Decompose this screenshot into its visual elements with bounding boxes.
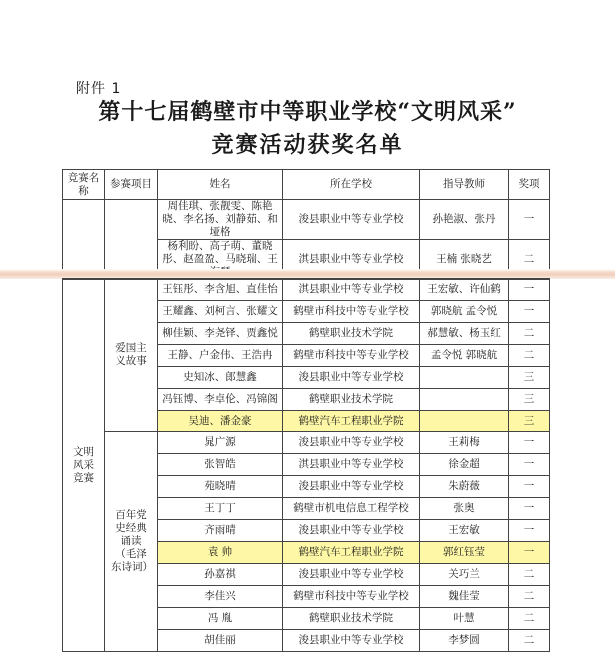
awards-table-top <box>62 169 550 280</box>
header-teacher: 指导教师 <box>420 170 509 200</box>
awards-table-main <box>62 278 550 652</box>
school-cell: 鹤壁市科技中等专业学校 <box>283 301 420 323</box>
teacher-cell: 王宏敏、许仙鹤 <box>420 279 509 301</box>
category-cell-empty <box>63 200 105 280</box>
document-title-line-1: 第十七届鹤壁市中等职业学校“文明风采” <box>98 99 517 125</box>
header-name: 姓名 <box>158 170 283 200</box>
name-cell: 王耀鑫、刘柯言、张耀文 <box>158 301 283 323</box>
header-item: 参赛项目 <box>105 170 158 200</box>
school-cell: 鹤壁职业技术学院 <box>283 389 420 411</box>
name-cell: 胡佳丽 <box>158 630 283 652</box>
table-row <box>63 432 550 454</box>
teacher-cell: 郭红钰莹 <box>420 542 509 564</box>
name-cell: 袁 帅 <box>158 542 283 564</box>
award-cell: 二 <box>509 345 550 367</box>
group-label-party-history: 百年党史经典诵读（毛泽东诗词） <box>111 509 153 573</box>
table-row <box>63 279 550 301</box>
school-cell: 浚县职业中等专业学校 <box>283 520 420 542</box>
teacher-cell: 徐金超 <box>420 454 509 476</box>
name-cell: 冯钰博、李卓伦、冯锦阁 <box>158 389 283 411</box>
award-cell: 二 <box>509 630 550 652</box>
teacher-cell: 郝慧敏、杨玉红 <box>420 323 509 345</box>
award-cell: 一 <box>509 476 550 498</box>
teacher-cell <box>420 367 509 389</box>
school-cell: 浚县职业中等专业学校 <box>283 630 420 652</box>
name-cell: 王静、户金伟、王浩冉 <box>158 345 283 367</box>
header-school: 所在学校 <box>283 170 420 200</box>
teacher-cell: 王莉梅 <box>420 432 509 454</box>
award-cell: 三 <box>509 389 550 411</box>
school-cell: 淇县职业中等专业学校 <box>283 454 420 476</box>
teacher-cell: 叶慧 <box>420 608 509 630</box>
category-label: 文明风采竞赛 <box>73 445 94 484</box>
award-cell: 二 <box>509 240 550 280</box>
name-cell: 史知冰、郎慧鑫 <box>158 367 283 389</box>
teacher-cell <box>420 411 509 432</box>
award-cell: 一 <box>509 454 550 476</box>
name-cell: 杨利盼、高子萌、董晓彤、赵盈盈、马晓瑞、王 <box>158 240 283 280</box>
school-cell: 淇县职业中等专业学校 <box>283 240 420 280</box>
teacher-cell: 张奥 <box>420 498 509 520</box>
attachment-label: 附件 1 <box>76 81 122 97</box>
name-cell: 柳佳颖、李尧铎、贾鑫悦 <box>158 323 283 345</box>
award-cell: 二 <box>509 608 550 630</box>
teacher-cell: 王楠 张晓艺 <box>420 240 509 280</box>
name-cell: 王丁丁 <box>158 498 283 520</box>
school-cell: 鹤壁市科技中等专业学校 <box>283 345 420 367</box>
school-cell: 浚县职业中等专业学校 <box>283 367 420 389</box>
name-cell: 张智皓 <box>158 454 283 476</box>
school-cell: 浚县职业中等专业学校 <box>283 564 420 586</box>
school-cell: 鹤壁汽车工程职业学院 <box>283 542 420 564</box>
name-cell: 冯 胤 <box>158 608 283 630</box>
school-cell: 淇县职业中等专业学校 <box>283 279 420 301</box>
school-cell: 浚县职业中等专业学校 <box>283 476 420 498</box>
award-cell: 一 <box>509 520 550 542</box>
name-cell: 王钰彤、李含旭、直佳怡 <box>158 279 283 301</box>
document-title-line-2: 竞赛活动获奖名单 <box>211 132 404 158</box>
teacher-cell: 孟令悦 郭晓航 <box>420 345 509 367</box>
school-cell: 鹤壁市机电信息工程学校 <box>283 498 420 520</box>
name-cell: 齐雨晴 <box>158 520 283 542</box>
teacher-cell: 李梦圆 <box>420 630 509 652</box>
award-cell: 二 <box>509 586 550 608</box>
award-cell: 二 <box>509 564 550 586</box>
teacher-cell <box>420 389 509 411</box>
school-cell: 鹤壁职业技术学院 <box>283 608 420 630</box>
name-cell: 苑晓晴 <box>158 476 283 498</box>
name-cell: 李佳兴 <box>158 586 283 608</box>
table-header-row <box>63 170 550 200</box>
teacher-cell: 孙艳淑、张丹 <box>420 200 509 240</box>
name-cell: 孙嘉祺 <box>158 564 283 586</box>
name-cell: 周佳琪、张靓雯、陈艳晓、李名扬、刘静茹、和垭格 <box>158 200 283 240</box>
award-cell: 一 <box>509 498 550 520</box>
award-cell: 一 <box>509 301 550 323</box>
school-cell: 浚县职业中等专业学校 <box>283 200 420 240</box>
teacher-cell: 王宏敏 <box>420 520 509 542</box>
item-cell-empty <box>105 200 158 280</box>
group-cell-patriotic <box>105 279 158 432</box>
teacher-cell: 郭晓航 孟令悦 <box>420 301 509 323</box>
school-cell: 浚县职业中等专业学校 <box>283 432 420 454</box>
group-cell-party-history <box>105 432 158 652</box>
teacher-cell: 关巧兰 <box>420 564 509 586</box>
teacher-cell: 魏佳莹 <box>420 586 509 608</box>
name-cell: 晁广源 <box>158 432 283 454</box>
name-cell: 吴迪、潘金豪 <box>158 411 283 432</box>
teacher-cell: 朱蔚薇 <box>420 476 509 498</box>
school-cell: 鹤壁市科技中等专业学校 <box>283 586 420 608</box>
header-category: 竞赛名称 <box>63 170 105 200</box>
award-cell: 三 <box>509 411 550 432</box>
school-cell: 鹤壁汽车工程职业学院 <box>283 411 420 432</box>
table-row <box>63 200 550 240</box>
award-cell: 一 <box>509 279 550 301</box>
award-cell: 一 <box>509 542 550 564</box>
award-cell: 三 <box>509 367 550 389</box>
group-label-patriotic: 爱国主义故事 <box>115 342 147 367</box>
school-cell: 鹤壁职业技术学院 <box>283 323 420 345</box>
award-cell: 一 <box>509 200 550 240</box>
award-cell: 二 <box>509 323 550 345</box>
category-cell <box>63 279 105 652</box>
header-award: 奖项 <box>509 170 550 200</box>
award-cell: 一 <box>509 432 550 454</box>
